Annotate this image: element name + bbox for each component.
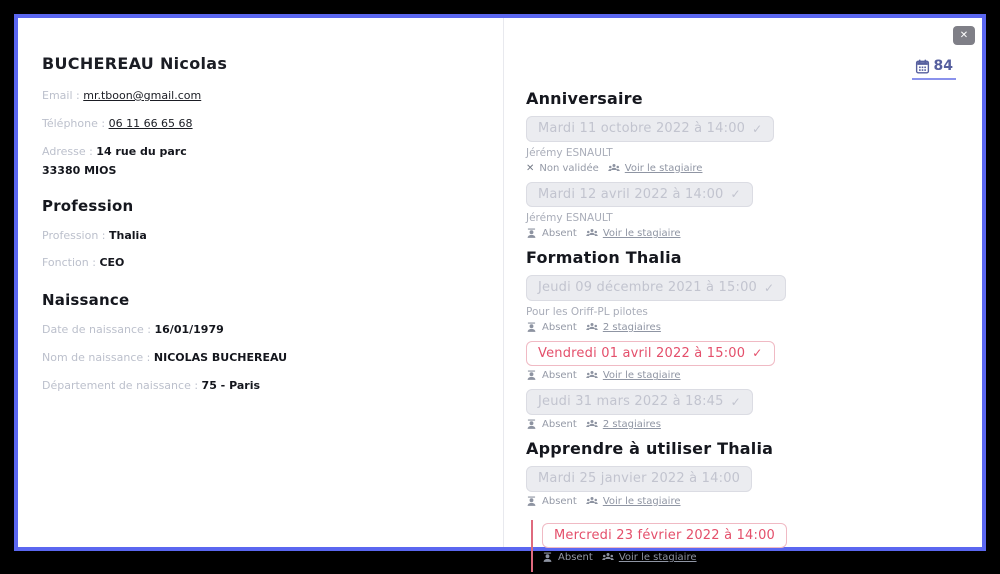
trainees-icon [586, 496, 598, 507]
birthdate-row [42, 323, 479, 338]
birthdate-value: 16/01/1979 [154, 323, 224, 337]
trainee-link[interactable]: Voir le stagiaire [602, 370, 681, 382]
birthname-row [42, 351, 479, 366]
session-date-button[interactable] [526, 275, 786, 301]
calendar-icon [915, 59, 930, 74]
session-date-label: Mardi 25 janvier 2022 à 14:00 [538, 470, 741, 486]
trainee-link[interactable]: Voir le stagiaire [618, 552, 697, 564]
absent-user-icon [526, 322, 537, 333]
absent-user-icon [526, 370, 537, 381]
status-row [526, 419, 956, 430]
session-date-button[interactable] [526, 466, 752, 492]
status-label: Non validée [539, 162, 599, 174]
session-date-label: Mardi 11 octobre 2022 à 14:00 [538, 121, 746, 136]
status-label: Absent [542, 228, 577, 240]
trainees-icon [586, 419, 598, 430]
email-link[interactable]: mr.tboon@gmail.com [83, 89, 202, 102]
session-subtitle: Jérémy ESNAULT [526, 146, 613, 159]
session-date-button[interactable] [526, 341, 775, 367]
birthname-label: Nom de naissance : [42, 351, 151, 365]
absent-user-icon [542, 552, 553, 563]
session-item [526, 182, 956, 240]
trainee-detail-modal [14, 14, 986, 564]
status-label: Absent [558, 552, 593, 564]
address-line2: 33380 MIOS [42, 163, 117, 177]
profile-panel [18, 18, 504, 547]
session-date-label: Jeudi 09 décembre 2021 à 15:00 [538, 280, 758, 296]
status-label: Absent [542, 321, 577, 333]
session-item [531, 520, 956, 573]
status-label: Absent [542, 418, 577, 430]
phone-row [42, 117, 479, 132]
session-date-label: Vendredi 01 avril 2022 à 15:00 [538, 345, 746, 361]
session-date-button[interactable] [542, 523, 787, 549]
birthdate-label: Date de naissance : [42, 323, 151, 337]
profession-label: Profession : [42, 228, 106, 242]
absent-user-icon [526, 228, 537, 239]
trainee-link[interactable]: 2 stagiaires [602, 418, 661, 430]
status-row [526, 370, 956, 381]
sessions-count-tab[interactable] [912, 58, 956, 80]
checkmark-icon: ✓ [764, 280, 775, 295]
trainee-link[interactable]: Voir le stagiaire [602, 228, 681, 240]
sessions-count-badge [912, 58, 956, 74]
status-label: Absent [542, 495, 577, 507]
profession-row [42, 229, 479, 244]
trainees-icon [586, 370, 598, 381]
address-row [42, 145, 479, 160]
session-item [526, 275, 956, 333]
status-row [526, 228, 956, 239]
group-title: Formation Thalia [526, 248, 682, 268]
absent-user-icon [526, 496, 537, 507]
status-row [542, 552, 956, 563]
status-row [526, 163, 956, 174]
group-title: Anniversaire [526, 89, 643, 108]
birthdept-row [42, 379, 479, 394]
session-item [526, 116, 956, 174]
sessions-count: 84 [933, 58, 953, 74]
profession-section-title: Profession [42, 196, 134, 215]
trainees-icon [586, 228, 598, 239]
naissance-section-title: Naissance [42, 291, 130, 310]
fonction-row [42, 256, 479, 271]
trainees-icon [586, 322, 598, 333]
email-label: Email : [42, 89, 80, 102]
session-date-label: Mardi 12 avril 2022 à 14:00 [538, 186, 724, 202]
checkmark-icon: ✓ [730, 187, 741, 202]
fonction-label: Fonction : [42, 256, 96, 270]
status-label: Absent [542, 370, 577, 382]
trainee-link[interactable]: Voir le stagiaire [624, 162, 703, 174]
session-date-button[interactable] [526, 116, 774, 142]
session-date-label: Mercredi 23 février 2022 à 14:00 [554, 527, 776, 543]
status-row [526, 496, 956, 507]
email-row [42, 89, 479, 104]
close-icon: ✕ [959, 30, 969, 41]
trainee-link[interactable]: Voir le stagiaire [602, 495, 681, 507]
session-item [526, 341, 956, 382]
session-subtitle: Jérémy ESNAULT [526, 212, 613, 225]
group-title: Apprendre à utiliser Thalia [526, 438, 774, 458]
absent-user-icon [526, 419, 537, 430]
status-row [526, 322, 956, 333]
checkmark-icon: ✓ [752, 121, 763, 136]
checkmark-icon: ✓ [752, 346, 763, 361]
trainee-link[interactable]: 2 stagiaires [602, 321, 661, 333]
birthdept-label: Département de naissance : [42, 378, 199, 392]
trainees-icon [602, 552, 614, 563]
session-item [526, 466, 956, 507]
phone-link[interactable]: 06 11 66 65 68 [108, 116, 193, 130]
session-groups [526, 80, 956, 574]
session-item [526, 389, 956, 430]
checkmark-icon: ✓ [730, 394, 741, 409]
address-value: 14 rue du parc [96, 144, 187, 158]
phone-label: Téléphone : [42, 116, 106, 130]
session-date-button[interactable] [526, 182, 753, 208]
birthdept-value: 75 - Paris [201, 378, 261, 392]
profession-value: Thalia [109, 228, 147, 242]
sessions-panel [504, 18, 982, 564]
session-date-button[interactable] [526, 389, 753, 415]
session-subtitle: Pour les Oriff-PL pilotes [526, 305, 648, 318]
trainees-icon [608, 163, 620, 174]
close-button[interactable] [953, 26, 975, 45]
fonction-value: CEO [99, 256, 125, 270]
cross-icon: ✕ [526, 162, 535, 174]
profile-name: BUCHEREAU Nicolas [42, 54, 228, 73]
birthname-value: NICOLAS BUCHEREAU [153, 351, 288, 365]
address-label: Adresse : [42, 144, 93, 158]
session-date-label: Jeudi 31 mars 2022 à 18:45 [538, 394, 724, 410]
